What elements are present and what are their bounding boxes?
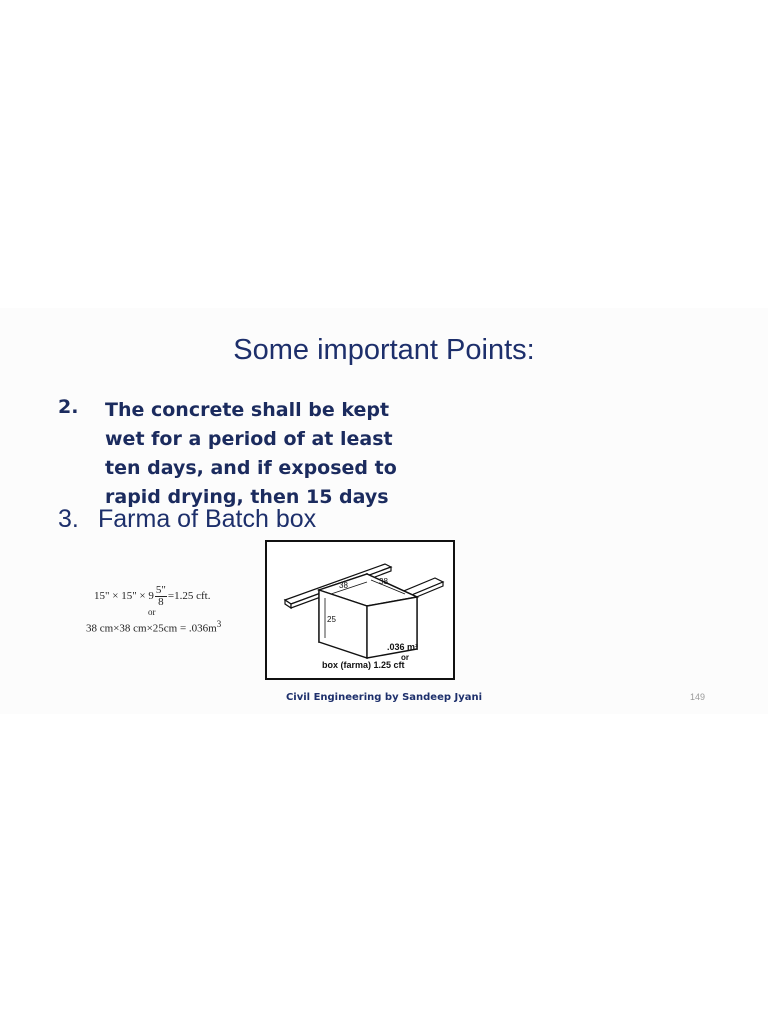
page-number: 149	[690, 692, 706, 702]
slide-title: Some important Points:	[233, 334, 535, 366]
slide-footer: Civil Engineering by Sandeep Jyani	[285, 692, 483, 703]
figure-or: or	[401, 653, 409, 662]
formula-line-metric	[86, 619, 221, 635]
point-3-text: Farma of Batch box	[98, 505, 317, 533]
formula-line-imperial	[94, 585, 210, 608]
fraction-numerator: 5"	[155, 584, 166, 596]
formula-fraction	[155, 585, 167, 608]
point-3	[58, 505, 316, 534]
point-3-number: 3.	[58, 505, 79, 533]
formula-line2-sup: 3	[216, 619, 222, 629]
batch-box-drawing	[267, 542, 453, 678]
point-2-text: The concrete shall be kept wet for a period of at least ten days, and if exposed to rapid drying, then 15 days	[105, 399, 397, 508]
dim-c: 25	[327, 615, 336, 624]
formula-line2-text: 38 cm×38 cm×25cm = .036m	[86, 622, 217, 635]
formula-line1-suffix: =1.25 cft.	[167, 590, 211, 603]
formula-line1-prefix: 15" × 15" × 9	[94, 590, 154, 603]
figure-caption: box (farma) 1.25 cft	[322, 660, 405, 670]
fraction-denominator: 8	[158, 596, 164, 608]
formula-or: or	[148, 607, 156, 617]
figure-volume-label: .036 m³	[387, 642, 419, 652]
dim-b: 38	[379, 577, 388, 586]
dim-a: 38	[339, 581, 348, 590]
point-2-number: 2.	[58, 396, 79, 418]
batch-box-figure	[265, 540, 455, 680]
